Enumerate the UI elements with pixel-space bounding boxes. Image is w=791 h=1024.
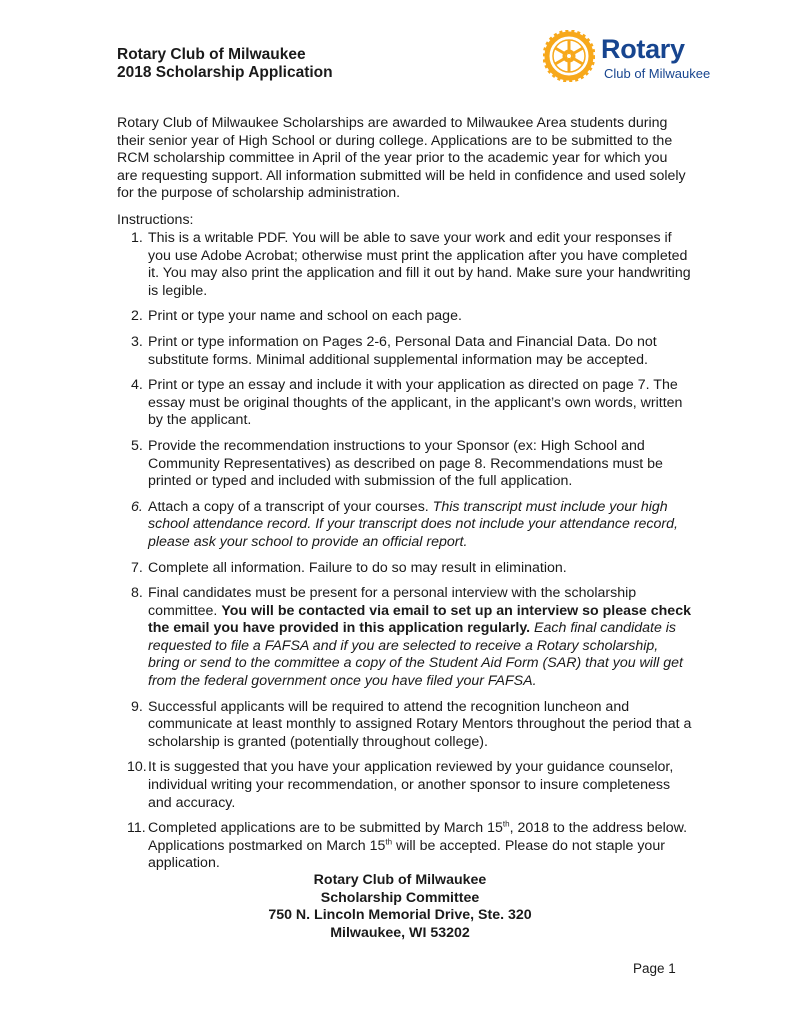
item-text: Successful applicants will be required to attend the recognition luncheon and communicate at least monthly to assigned Rotary Mentors throughout the period that a scholarship is granted (potentially throughout college). xyxy=(148,698,692,750)
item-number: 7. xyxy=(131,559,143,576)
ordinal-suffix: th xyxy=(385,837,393,847)
address-line-committee: Scholarship Committee xyxy=(320,889,480,906)
item-text-italic: This transcript must include your high school attendance record. If your transcript does not include your attendance record, please ask your school to provide an official report. xyxy=(148,498,678,550)
logo-subtitle: Club of Milwaukee xyxy=(604,66,711,81)
instructions-list xyxy=(117,230,692,873)
page-number: Page 1 xyxy=(633,961,676,976)
item-number: 3. xyxy=(131,333,143,350)
item-number: 10. xyxy=(127,759,147,776)
rotary-wheel-icon xyxy=(543,30,595,82)
item-text-bold: You will be contacted via email to set up an interview so please check the email you have provided in this application regularly. xyxy=(148,602,691,637)
logo-wordmark: Rotary xyxy=(601,34,685,64)
mailing-address xyxy=(200,872,600,942)
item-text: Attach a copy of a transcript of your courses. xyxy=(148,498,433,515)
intro-paragraph: Rotary Club of Milwaukee Scholarships are awarded to Milwaukee Area students during their senior year of High School or during college. Applications are to be submitted to the RCM scholarship committee in April of the year prior to the academic year for which you are requesting support. All information submitted will be held in confidence and used solely for the purpose of scholarship administration. xyxy=(117,115,686,202)
item-text: will be accepted. Please do not staple your application. xyxy=(148,837,665,872)
title-line-org: Rotary Club of Milwaukee xyxy=(117,46,306,63)
item-number: 4. xyxy=(131,377,143,394)
item-number: 11. xyxy=(127,820,146,837)
item-text: It is suggested that you have your application reviewed by your guidance counselor, individual writing your recommendation, or another sponsor to insure completeness and accuracy. xyxy=(148,759,674,811)
item-text: , 2018 to the address below. Applications postmarked on March 15 xyxy=(148,820,688,854)
item-text: Print or type an essay and include it with your application as directed on page 7. The essay must be original thoughts of the applicant, in the applicant’s own words, written by the applicant. xyxy=(148,377,683,429)
item-text: Complete all information. Failure to do so may result in elimination. xyxy=(148,559,567,576)
address-line-city: Milwaukee, WI 53202 xyxy=(330,924,470,941)
address-line-org: Rotary Club of Milwaukee xyxy=(313,872,487,888)
instruction-item xyxy=(117,699,692,752)
instruction-item xyxy=(117,820,692,873)
item-text: Print or type information on Pages 2-6, Personal Data and Financial Data. Do not substitute forms. Minimal additional supplemental information may be accepted. xyxy=(148,333,657,368)
instruction-item xyxy=(117,499,692,552)
item-number: 8. xyxy=(131,585,143,602)
ordinal-suffix: th xyxy=(502,819,510,829)
instruction-item xyxy=(117,377,692,430)
item-text: Print or type your name and school on each page. xyxy=(148,308,462,325)
instruction-item xyxy=(117,230,692,300)
item-text: Final candidates must be present for a personal interview with the scholarship committee. xyxy=(148,585,637,619)
instruction-item xyxy=(117,560,692,578)
document-title xyxy=(117,46,333,82)
title-line-application: 2018 Scholarship Application xyxy=(117,64,333,81)
item-number: 2. xyxy=(131,308,143,325)
instruction-item xyxy=(117,334,692,369)
instructions-heading: Instructions: xyxy=(117,212,194,228)
item-number: 5. xyxy=(131,437,143,454)
instruction-item xyxy=(117,585,692,691)
item-text: This is a writable PDF. You will be able to save your work and edit your responses if you use Adobe Acrobat; otherwise must print the application after you have completed it. You may also print the application and fill it out by hand. Make sure your handwriting is legible. xyxy=(148,230,691,299)
address-line-street: 750 N. Lincoln Memorial Drive, Ste. 320 xyxy=(268,907,532,924)
item-text: Provide the recommendation instructions to your Sponsor (ex: High School and Community Representatives) as described on page 8. Recommendations must be printed or typed and included with submission of the full application. xyxy=(148,437,663,490)
item-text: Completed applications are to be submitted by March 15 xyxy=(148,820,503,837)
item-number: 9. xyxy=(131,698,143,715)
item-text-italic: Each final candidate is requested to file a FAFSA and if you are selected to receive a Rotary scholarship, bring or send to the committee a copy of the Student Aid Form (SAR) that you will get from the federal government once you have filed your FAFSA. xyxy=(148,620,683,690)
instruction-item xyxy=(117,308,692,326)
item-number: 1. xyxy=(131,230,143,246)
item-number: 6. xyxy=(131,498,143,515)
instruction-item xyxy=(117,759,692,812)
rotary-logo xyxy=(543,30,713,86)
instruction-item xyxy=(117,438,692,491)
